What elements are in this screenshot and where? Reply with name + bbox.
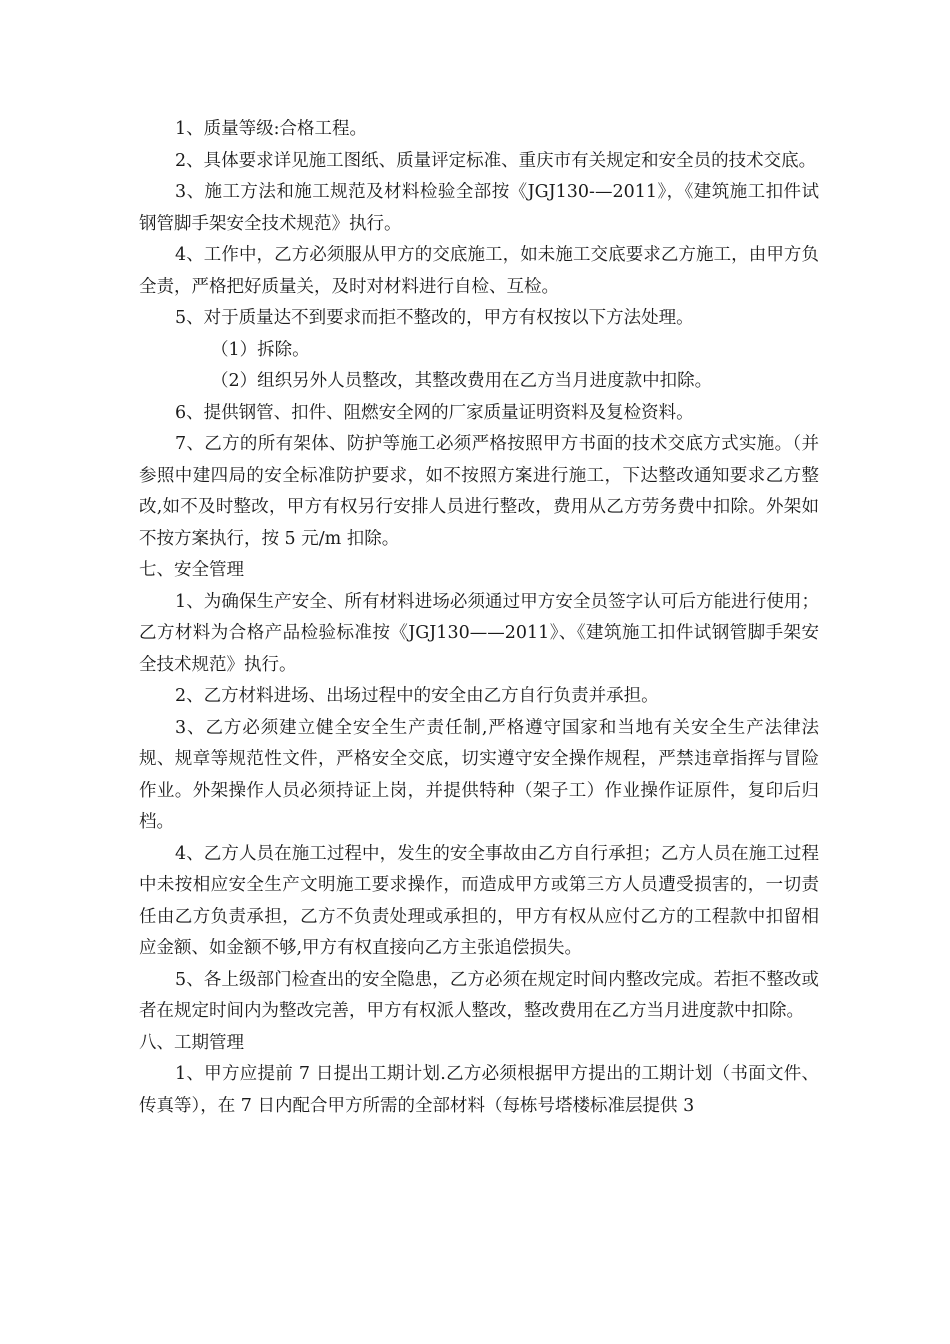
paragraph-schedule-plan: 1、甲方应提前 7 日提出工期计划.乙方必须根据甲方提出的工期计划（书面文件、传真等），在 7 日内配合甲方所需的全部材料（每栋号塔楼标准层提供 3: [139, 1064, 819, 1116]
paragraph-follow-instructions: 4、工作中，乙方必须服从甲方的交底施工，如未施工交底要求乙方施工，由甲方负全责，严格把好质量关，及时对材料进行自检、互检。: [139, 245, 819, 297]
paragraph-material-transport-safety: 2、乙方材料进场、出场过程中的安全由乙方自行负责并承担。: [175, 686, 659, 706]
section-heading-schedule-management: 八、工期管理: [139, 1032, 244, 1053]
paragraph-material-certificates: 6、提供钢管、扣件、阻燃安全网的厂家质量证明资料及复检资料。: [175, 402, 694, 423]
paragraph-material-approval: 1、为确保生产安全、所有材料进场必须通过甲方安全员签字认可后方能进行使用；乙方材料为合格产品检验标准按《JGJ130——2011》、《建筑施工扣件试钢管脚手架安全技术规范》执行。: [139, 591, 819, 675]
paragraph-quality-grade: 1、质量等级:合格工程。: [175, 119, 368, 139]
paragraph-construction-standards: 3、施工方法和施工规范及材料检验全部按《JGJ130-—2011》，《建筑施工扣件试钢管脚手架安全技术规范》执行。: [139, 182, 819, 234]
paragraph-scaffold-implementation: 7、乙方的所有架体、防护等施工必须严格按照甲方书面的技术交底方式实施。（并参照中建四局的安全标准防护要求，如不按照方案进行施工，下达整改通知要求乙方整改,如不及时整改，甲方有权另行安排人员进行整改，费用从乙方劳务费中扣除。外架如不按方案执行，按 5 元/m 扣除。: [139, 434, 819, 549]
paragraph-sub-item-dismantle: （1）拆除。: [211, 339, 310, 360]
paragraph-hazard-rectification: 5、各上级部门检查出的安全隐患，乙方必须在规定时间内整改完成。若拒不整改或者在规定时间内为整改完善，甲方有权派人整改，整改费用在乙方当月进度款中扣除。: [139, 969, 819, 1021]
paragraph-accident-liability: 4、乙方人员在施工过程中，发生的安全事故由乙方自行承担；乙方人员在施工过程中未按相应安全生产文明施工要求操作，而造成甲方或第三方人员遭受损害的，一切责任由乙方负责承担，乙方不负责处理或承担的，甲方有权从应付乙方的工程款中扣留相应金额、如金额不够,甲方有权直接向乙方主张追偿损失。: [139, 843, 819, 958]
section-heading-safety-management: 七、安全管理: [139, 560, 244, 580]
paragraph-rectification-rules: 5、对于质量达不到要求而拒不整改的，甲方有权按以下方法处理。: [175, 308, 694, 328]
paragraph-specific-requirements: 2、具体要求详见施工图纸、质量评定标准、重庆市有关规定和安全员的技术交底。: [175, 150, 817, 171]
paragraph-sub-item-reorganize: （2）组织另外人员整改，其整改费用在乙方当月进度款中扣除。: [211, 371, 713, 391]
paragraph-safety-responsibility-system: 3、乙方必须建立健全安全生产责任制,严格遵守国家和当地有关安全生产法律法规、规章等规范性文件，严格安全交底，切实遵守安全操作规程，严禁违章指挥与冒险作业。外架操作人员必须持证上岗，并提供特种（架子工）作业操作证原件，复印后归档。: [139, 717, 819, 832]
document-body: [139, 114, 819, 1122]
